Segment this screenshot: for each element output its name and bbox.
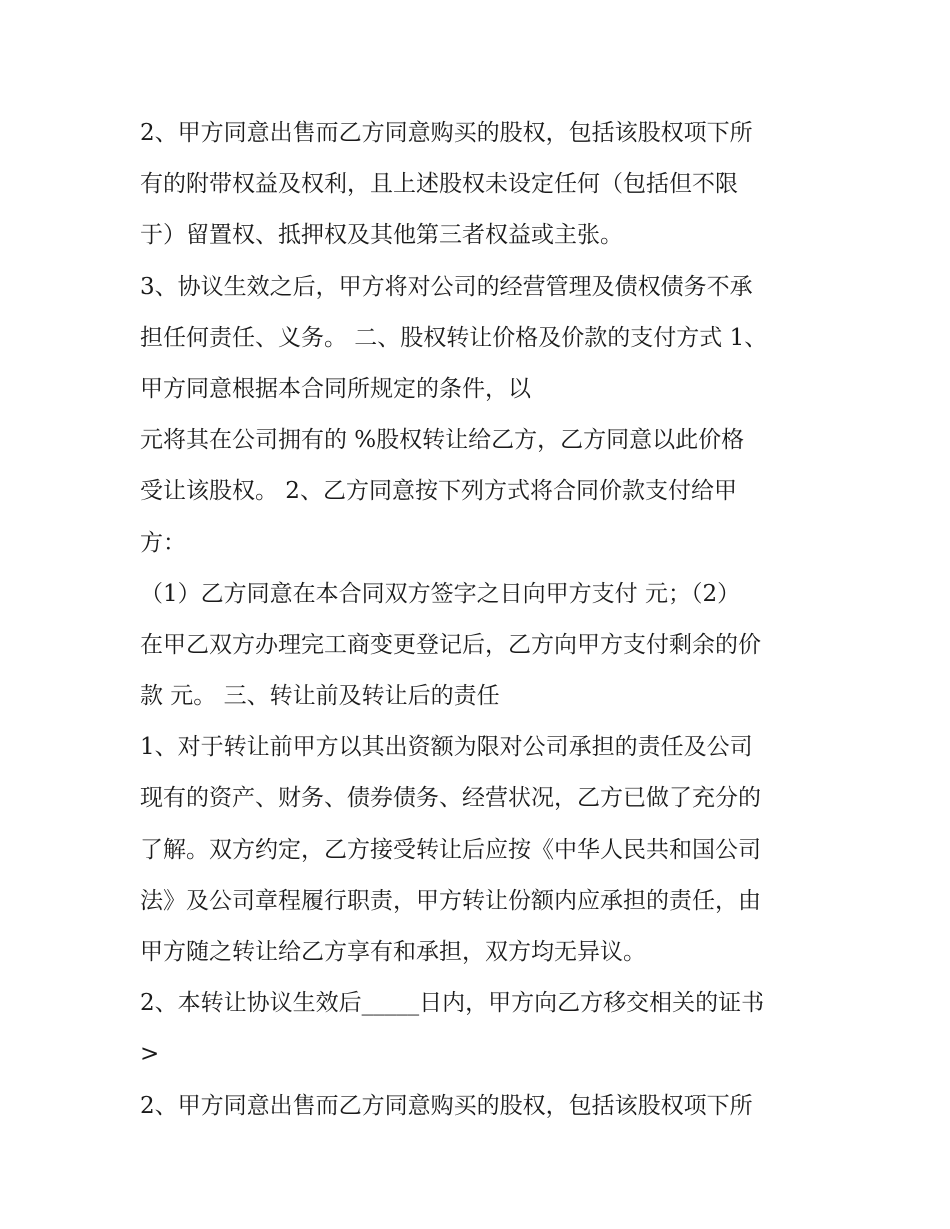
text-line: 了解。双方约定，乙方接受转让后应按《中华人民共和国公司 (140, 836, 761, 863)
text-line: 甲方同意根据本合同所规定的条件，以 (140, 375, 531, 402)
text-line: 法》及公司章程履行职责，甲方转让份额内应承担的责任，由 (140, 887, 761, 914)
document-body (140, 108, 820, 1132)
text-line: （1）乙方同意在本合同双方签字之日向甲方支付 元；（2） (140, 580, 741, 607)
text-line: 元将其在公司拥有的 %股权转让给乙方，乙方同意以此价格 (140, 427, 745, 454)
text-line: 于）留置权、抵押权及其他第三者权益或主张。 (140, 222, 623, 249)
text-line: 2、本转让协议生效后_____日内，甲方向乙方移交相关的证书 (140, 990, 765, 1017)
text-line: 2、甲方同意出售而乙方同意购买的股权，包括该股权项下所 (140, 1092, 753, 1119)
text-line: > (140, 1041, 160, 1068)
text-line: 在甲乙双方办理完工商变更登记后，乙方向甲方支付剩余的价 (140, 631, 761, 658)
text-line: 款 元。 三、转让前及转让后的责任 (140, 683, 500, 710)
text-line: 方： (140, 529, 186, 556)
text-line: 1、对于转让前甲方以其出资额为限对公司承担的责任及公司 (140, 734, 753, 761)
text-line: 现有的资产、财务、债券债务、经营状况，乙方已做了充分的 (140, 785, 761, 812)
text-line: 2、甲方同意出售而乙方同意购买的股权，包括该股权项下所 (140, 120, 753, 146)
text-line: 有的附带权益及权利，且上述股权未设定任何（包括但不限 (140, 171, 738, 198)
text-line: 甲方随之转让给乙方享有和承担，双方均无异议。 (140, 939, 646, 965)
text-line: 受让该股权。 2、乙方同意按下列方式将合同价款支付给甲 (140, 478, 737, 505)
text-line: 3、协议生效之后，甲方将对公司的经营管理及债权债务不承 (140, 273, 753, 300)
text-line: 担任何责任、义务。 二、股权转让价格及价款的支付方式 1、 (140, 324, 768, 351)
